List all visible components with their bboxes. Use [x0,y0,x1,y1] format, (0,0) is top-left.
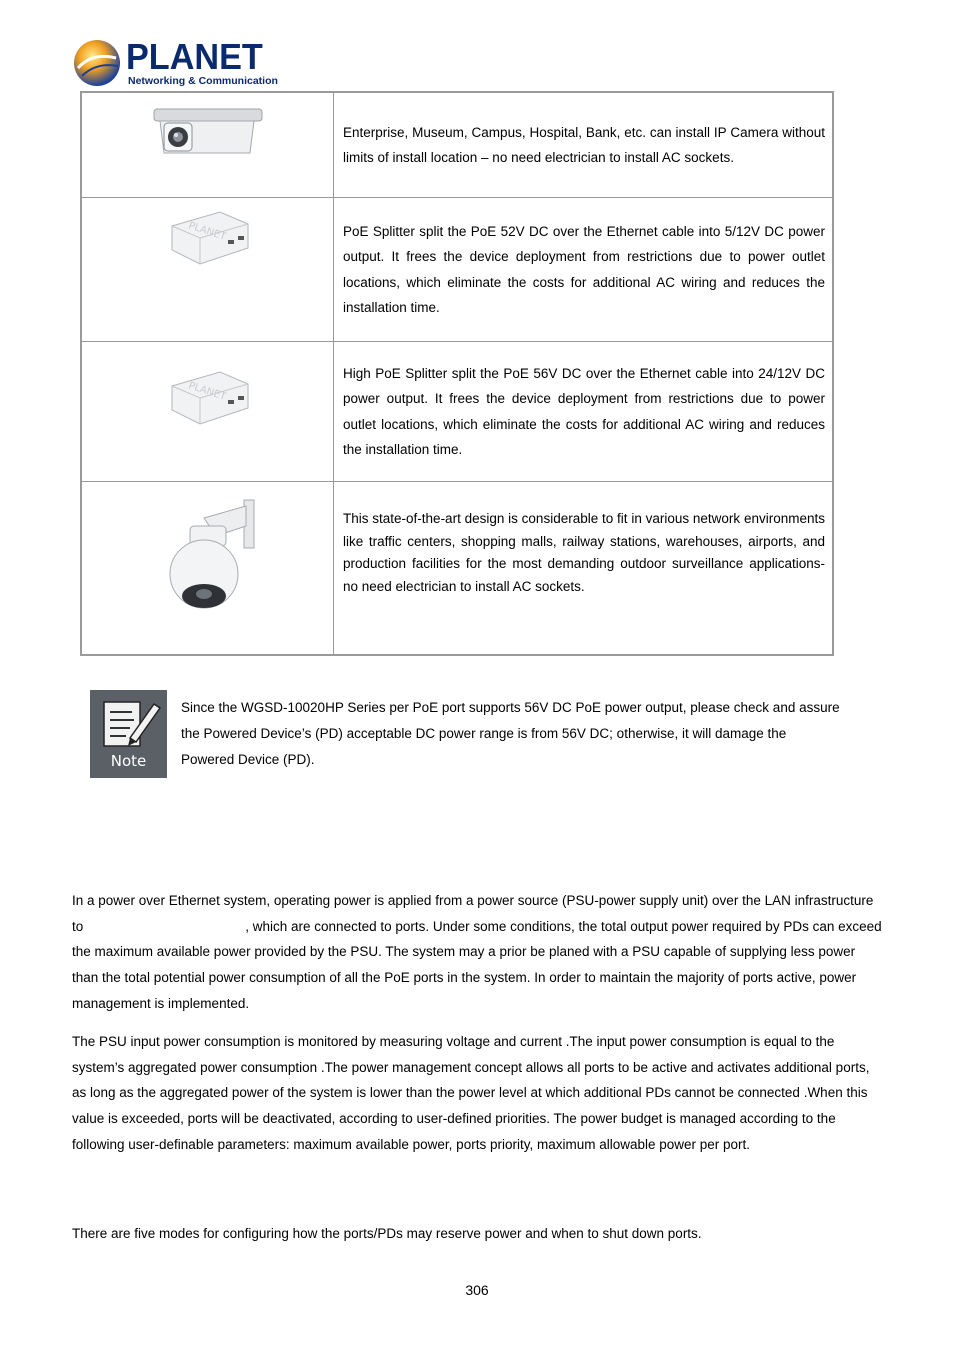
ip-camera-icon [150,103,266,161]
poe-splitter-icon [166,206,252,270]
device-table [80,91,834,656]
body-paragraph-3: There are five modes for configuring how the ports/PDs may reserve power and when to shut down ports. [72,1226,702,1241]
svg-text:PLANET: PLANET [187,380,228,403]
table-row [82,93,832,198]
svg-text:PLANET: PLANET [187,220,228,243]
device-description: PoE Splitter split the PoE 52V DC over the Ethernet cable into 5/12V DC power output. It frees the device deployment from restrictions due to power outlet locations, which eliminate the costs for additional AC wiring and reduces the installation time. [343,223,825,315]
image-cell [82,342,334,481]
page-number: 306 [465,1282,489,1298]
description-cell [335,93,832,197]
paragraph-text-end: , which are connected to ports. Under some conditions, the total output power required by PDs can exceed the maximum available power provided by the PSU. The system may a prior be planed with a PSU capable of supplying less power than the total potential power consumption of all the PoE ports in the system. In order to maintain the majority of ports active, power management is implemented. [72,918,882,1011]
globe-logo-icon [72,38,122,88]
table-row [82,482,832,654]
table-row [82,198,832,342]
image-cell [82,482,334,654]
note-icon [90,690,167,778]
high-poe-splitter-icon [166,366,252,430]
note-text: Since the WGSD-10020HP Series per PoE port supports 56V DC PoE power output, please check and assure the Powered Device’s (PD) acceptable DC power range is from 56V DC; otherwise, it will damage the Powered Device (PD). [181,700,840,767]
image-cell [82,198,334,341]
device-description: Enterprise, Museum, Campus, Hospital, Bank, etc. can install IP Camera without limits of install location – no need electrician to install AC sockets. [343,124,825,165]
description-cell [335,482,832,654]
brand-tagline: Networking & Communication [128,75,278,87]
description-cell [335,342,832,481]
speed-dome-camera-icon [160,496,260,616]
brand-name: PLANET [126,36,263,77]
note-icon-label: Note [110,752,147,770]
planet-logo [72,36,278,90]
body-paragraph-2: The PSU input power consumption is monitored by measuring voltage and current .The input power consumption is equal to the system’s aggregated power consumption .The power management concept allows all ports to be active and activates additional ports, as long as the aggregated power of the system is lower than the power level at which additional PDs cannot be connected .When this value is exceeded, ports will be deactivated, according to user-defined priorities. The power budget is managed according to the following user-definable parameters: maximum available power, ports priority, maximum allowable power per port. [72,1034,870,1152]
device-description: High PoE Splitter split the PoE 56V DC over the Ethernet cable into 24/12V DC power output. It frees the device deployment from restrictions due to power outlet locations, which eliminate the costs for additional AC wiring and reduces the installation time. [343,365,825,457]
body-paragraph-1 [72,888,884,1017]
device-description: This state-of-the-art design is considerable to fit in various network environments like traffic centers, shopping malls, railway stations, warehouses, airports, and production facilities for the most demanding outdoor surveillance applications- no need electrician to install AC sockets. [343,511,825,594]
image-cell [82,93,334,197]
table-row [82,342,832,482]
description-cell [335,198,832,341]
paragraph-text-start: In a power over Ethernet system, operating power is applied from a power source (PSU-power supply unit) over the LAN infrastructure to [72,893,874,934]
